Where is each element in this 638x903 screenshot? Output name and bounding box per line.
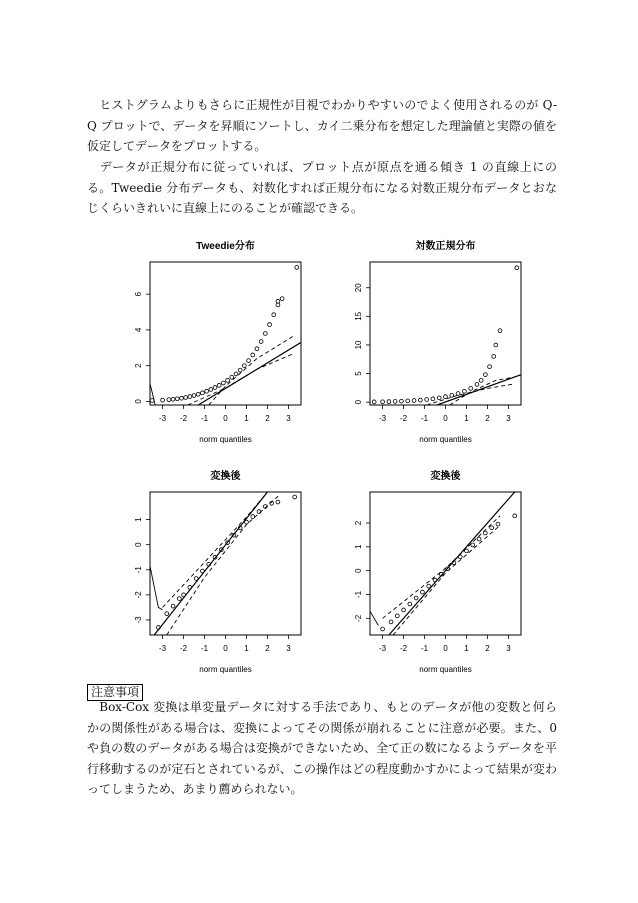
x-tick-label: 3 xyxy=(286,414,291,423)
data-point xyxy=(418,398,422,402)
data-point xyxy=(483,531,487,535)
data-point xyxy=(406,399,410,403)
data-point xyxy=(230,375,234,379)
data-point xyxy=(242,364,246,368)
data-point xyxy=(479,379,483,383)
reference-line xyxy=(437,375,521,405)
x-tick-label: 2 xyxy=(265,644,270,653)
data-point xyxy=(400,399,404,403)
data-point xyxy=(513,514,517,518)
data-point xyxy=(431,397,435,401)
y-tick-label: -1 xyxy=(134,566,143,574)
paragraph-text: Box-Cox 変換は単変量データに対する手法であり、もとのデータが他の変数と何らかの関係性がある場合は、変換によってその関係が崩れることに注意が必要。また、0 や負の数のデータがある場合は変換ができないため、全て正の数になるようデータを平行移動するのが定石とされているが、この操作はどの程度動かすかによって結果が変わってしまうため、あまり薦められない。 xyxy=(87,700,557,796)
data-point xyxy=(161,398,165,402)
data-point xyxy=(387,400,391,404)
data-point xyxy=(238,368,242,372)
x-tick-label: -1 xyxy=(420,414,429,423)
y-tick-label: 20 xyxy=(354,283,363,293)
envelope-lower-line xyxy=(167,495,280,635)
data-point xyxy=(515,266,519,270)
data-point xyxy=(414,596,418,600)
data-point xyxy=(226,378,230,382)
data-point xyxy=(295,265,299,269)
data-point xyxy=(276,500,280,504)
paragraph-normality-check xyxy=(87,157,557,219)
data-point xyxy=(205,389,209,393)
y-tick-label: 0 xyxy=(354,399,363,405)
paragraph-qq-plot-intro xyxy=(87,95,557,157)
x-tick-label: 2 xyxy=(485,414,490,423)
data-point xyxy=(465,549,469,553)
plot-title: 変換後 xyxy=(210,471,241,482)
paragraph-text: データが正規分布に従っていれば、プロット点が原点を通る傾き 1 の直線上にのる。Tweedie 分布データも、対数化すれば正規分布になる対数正規分布データとおなじくらいきれいに直線上にのることが確認できる。 xyxy=(87,160,557,215)
x-tick-label: 3 xyxy=(286,644,291,653)
data-point xyxy=(171,397,175,401)
x-tick-label: 0 xyxy=(223,644,228,653)
y-tick-label: 1 xyxy=(354,544,363,550)
data-point xyxy=(381,627,385,631)
y-tick-label: 2 xyxy=(134,363,143,368)
data-point xyxy=(389,620,393,624)
x-tick-label: -3 xyxy=(379,414,387,423)
x-tick-label: -3 xyxy=(159,414,167,423)
data-point xyxy=(268,323,272,327)
data-point xyxy=(150,399,154,403)
boundary-line xyxy=(150,566,163,610)
data-point xyxy=(475,383,479,387)
x-tick-label: 2 xyxy=(485,644,490,653)
plot-title: 対数正規分布 xyxy=(415,241,476,252)
data-point xyxy=(209,388,213,392)
y-tick-label: 15 xyxy=(354,311,363,321)
x-axis-label: norm quantiles xyxy=(199,435,252,444)
x-tick-label: 3 xyxy=(506,644,511,653)
envelope-lower-line xyxy=(393,525,500,635)
data-point xyxy=(188,395,192,399)
x-axis-label: norm quantiles xyxy=(199,665,252,674)
y-tick-label: 5 xyxy=(354,371,363,376)
y-tick-label: 2 xyxy=(354,520,363,526)
data-point xyxy=(180,396,184,400)
x-tick-label: -2 xyxy=(399,644,408,653)
data-point xyxy=(393,399,397,403)
x-tick-label: 1 xyxy=(244,414,249,423)
data-point xyxy=(408,602,412,606)
x-tick-label: 1 xyxy=(464,644,469,653)
boundary-line xyxy=(370,611,378,625)
plot-frame xyxy=(150,492,301,635)
data-point xyxy=(194,577,198,581)
data-point xyxy=(201,569,205,573)
data-point xyxy=(234,372,238,376)
x-axis-label: norm quantiles xyxy=(419,435,472,444)
data-point xyxy=(477,537,481,541)
qq-plot-tweedie xyxy=(100,235,310,450)
data-point xyxy=(272,313,276,317)
data-point xyxy=(182,593,186,597)
data-point xyxy=(456,392,460,396)
y-tick-label: 10 xyxy=(354,340,363,350)
data-point xyxy=(184,396,188,400)
data-point xyxy=(167,398,171,402)
data-point xyxy=(251,515,255,519)
plot-area xyxy=(370,492,517,635)
data-point xyxy=(201,391,205,395)
qq-plot-svg xyxy=(320,235,530,450)
data-point xyxy=(372,400,376,404)
data-point xyxy=(280,297,284,301)
data-point xyxy=(188,585,192,589)
x-tick-label: -1 xyxy=(200,414,209,423)
data-point xyxy=(462,389,466,393)
y-tick-label: 0 xyxy=(134,399,143,404)
data-point xyxy=(421,590,425,594)
data-point xyxy=(498,329,502,333)
x-tick-label: -1 xyxy=(420,644,429,653)
qq-plot-svg xyxy=(100,465,310,680)
data-point xyxy=(259,340,263,344)
paragraph-text: ヒストグラムよりもさらに正規性が目視でわかりやすいのでよく使用されるのが Q-Q プロットで、データを昇順にソートし、カイ二乗分布を想定した理論値と実際の値を仮定してデータをプロットする。 xyxy=(87,98,557,153)
y-tick-label: 0 xyxy=(354,568,363,573)
data-point xyxy=(251,353,255,357)
data-point xyxy=(425,398,429,402)
data-point xyxy=(213,386,217,390)
data-point xyxy=(171,604,175,608)
data-point xyxy=(177,597,181,601)
data-point xyxy=(412,399,416,403)
data-point xyxy=(483,373,487,377)
data-point xyxy=(192,394,196,398)
x-tick-label: 1 xyxy=(244,644,249,653)
qq-plot-transformed-lognormal xyxy=(320,465,530,680)
data-point xyxy=(458,555,462,559)
x-tick-label: -1 xyxy=(200,644,209,653)
y-tick-label: 6 xyxy=(134,291,143,297)
data-point xyxy=(381,400,385,404)
plot-title: 変換後 xyxy=(430,471,461,482)
x-tick-label: -2 xyxy=(399,414,408,423)
reference-line xyxy=(198,342,301,405)
data-point xyxy=(247,359,251,363)
qq-plot-transformed-tweedie xyxy=(100,465,310,680)
plot-area xyxy=(372,266,521,405)
data-point xyxy=(175,397,179,401)
y-tick-label: 4 xyxy=(134,327,143,333)
data-point xyxy=(488,365,492,369)
plot-area xyxy=(150,492,297,635)
envelope-lower-line xyxy=(427,384,515,405)
plot-title: Tweedie分布 xyxy=(196,241,255,252)
plot-area xyxy=(150,265,301,405)
y-tick-label: -3 xyxy=(134,616,143,624)
x-tick-label: 0 xyxy=(443,414,448,423)
x-tick-label: -2 xyxy=(179,414,188,423)
data-point xyxy=(293,495,297,499)
qq-plot-svg xyxy=(100,235,310,450)
x-tick-label: 2 xyxy=(265,414,270,423)
y-tick-label: -2 xyxy=(354,614,363,622)
x-tick-label: -2 xyxy=(179,644,188,653)
envelope-upper-line xyxy=(450,377,515,405)
y-tick-label: -1 xyxy=(354,590,363,599)
envelope-upper-line xyxy=(209,335,295,405)
data-point xyxy=(492,354,496,358)
x-tick-label: 1 xyxy=(464,414,469,423)
y-tick-label: 1 xyxy=(134,517,143,522)
envelope-upper-line xyxy=(163,492,268,607)
x-tick-label: -3 xyxy=(379,644,387,653)
plot-frame xyxy=(370,262,521,405)
data-point xyxy=(490,526,494,530)
envelope-upper-line xyxy=(383,516,500,618)
data-point xyxy=(444,395,448,399)
data-point xyxy=(450,393,454,397)
x-tick-label: 3 xyxy=(506,414,511,423)
data-point xyxy=(196,392,200,396)
note-label: 注意事項 xyxy=(87,684,143,701)
qq-plot-lognormal xyxy=(320,235,530,450)
data-point xyxy=(437,396,441,400)
data-point xyxy=(496,522,500,526)
x-axis-label: norm quantiles xyxy=(419,665,472,674)
data-point xyxy=(494,343,498,347)
data-point xyxy=(471,543,475,547)
data-point xyxy=(255,347,259,351)
plot-frame xyxy=(370,492,521,635)
data-point xyxy=(263,332,267,336)
data-point xyxy=(165,612,169,616)
data-point xyxy=(427,584,431,588)
y-tick-label: 0 xyxy=(134,542,143,547)
data-point xyxy=(402,608,406,612)
paragraph-box-cox-note xyxy=(87,697,557,800)
qq-plot-svg xyxy=(320,465,530,680)
x-tick-label: -3 xyxy=(159,644,167,653)
x-tick-label: 0 xyxy=(223,414,228,423)
y-tick-label: -2 xyxy=(134,591,143,599)
data-point xyxy=(469,387,473,391)
data-point xyxy=(395,614,399,618)
data-point xyxy=(245,520,249,524)
data-point xyxy=(217,383,221,387)
data-point xyxy=(222,381,226,385)
x-tick-label: 0 xyxy=(443,644,448,653)
